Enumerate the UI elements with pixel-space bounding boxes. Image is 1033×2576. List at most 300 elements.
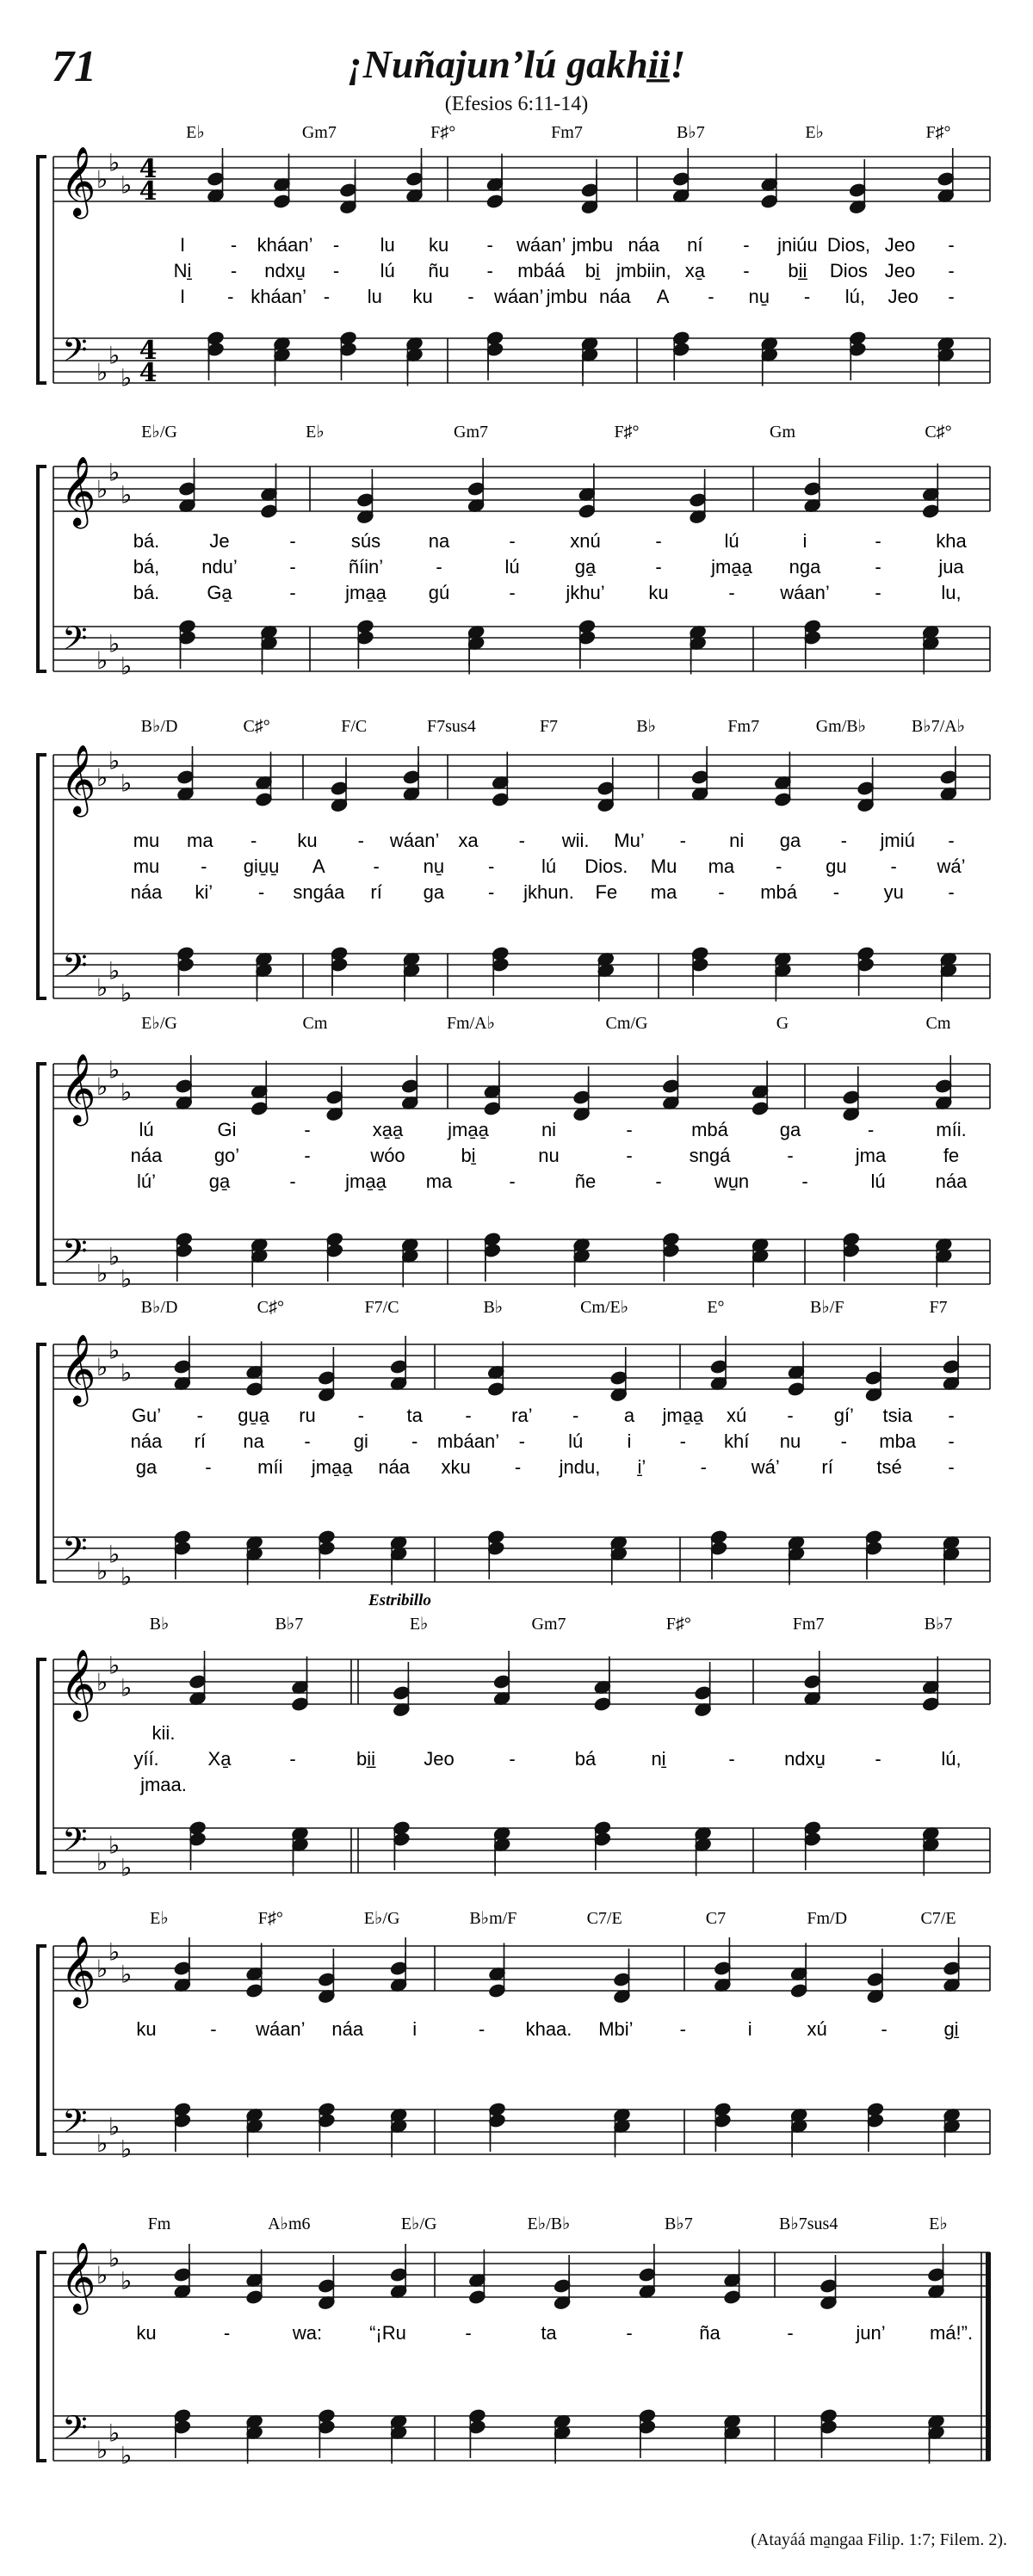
lyric-syllable: náa — [598, 286, 631, 307]
treble-clef-icon: 𝄞 — [60, 455, 96, 526]
lyric-syllable: Fe — [595, 881, 618, 903]
lyric-syllable: ma — [650, 881, 677, 903]
chord-symbol: C♯° — [243, 717, 270, 736]
note-head — [260, 503, 277, 518]
flat-icon: ♭ — [108, 2112, 121, 2141]
flat-icon: ♭ — [96, 2261, 108, 2289]
flat-icon: ♭ — [121, 1562, 133, 1591]
lyric-syllable: ki’ — [195, 881, 213, 903]
chord-symbol: F♯° — [430, 123, 456, 142]
note-head — [672, 330, 690, 345]
note-head — [403, 769, 420, 784]
system-bracket — [38, 2252, 46, 2461]
note-head — [639, 2267, 656, 2282]
flat-icon: ♭ — [121, 1078, 133, 1107]
flat-icon: ♭ — [96, 1955, 108, 1983]
note-head — [339, 330, 356, 345]
lyric-hyphen: - — [679, 2018, 686, 2040]
note-head — [492, 946, 509, 961]
lyric-syllable: jun’ — [856, 2322, 886, 2344]
note-head — [804, 1674, 821, 1689]
note-head — [594, 1696, 611, 1711]
flat-icon: ♭ — [108, 458, 121, 487]
note-head — [467, 481, 485, 496]
note-head — [390, 1359, 407, 1374]
chord-symbol: E♭ — [929, 2215, 948, 2233]
treble-clef-icon: 𝄞 — [60, 744, 96, 814]
chord-symbol: F7sus4 — [427, 717, 476, 736]
lyric-hyphen: - — [948, 286, 955, 307]
chord-symbol: Fm7 — [551, 123, 583, 142]
bass-clef-icon: 𝄢 — [62, 619, 88, 665]
lyric-syllable: kha — [936, 530, 967, 552]
note-head — [401, 1078, 418, 1093]
time-signature: 4 — [139, 176, 158, 207]
scripture-reference: (Efesios 6:11-14) — [444, 93, 589, 115]
lyric-hyphen: - — [572, 1405, 579, 1426]
lyric-syllable: mbáá — [517, 260, 566, 281]
lyric-syllable: wu̱n — [714, 1171, 750, 1192]
lyric-hyphen: - — [509, 530, 516, 552]
lyric-syllable: ni — [729, 830, 745, 851]
note-head — [594, 1820, 611, 1835]
note-head — [174, 1961, 191, 1975]
flat-icon: ♭ — [121, 1960, 133, 1989]
lyric-syllable: wáan’ — [516, 234, 566, 256]
note-head — [610, 1370, 628, 1385]
lyric-syllable: xa — [458, 830, 479, 851]
note-head — [724, 2289, 741, 2304]
lyric-syllable: ku — [412, 286, 433, 307]
bass-clef-icon: 𝄢 — [62, 1232, 88, 1278]
lyric-syllable: i̱’ — [637, 1456, 646, 1478]
flat-icon: ♭ — [96, 973, 108, 1002]
lyric-syllable: má!”. — [929, 2322, 974, 2344]
lyric-syllable: tsia — [882, 1405, 912, 1426]
note-head — [326, 1232, 343, 1246]
lyric-hyphen: - — [948, 881, 955, 903]
note-head — [820, 2408, 837, 2423]
note-head — [484, 1101, 501, 1115]
chord-symbol: C♯° — [925, 423, 952, 442]
flat-icon: ♭ — [108, 1336, 121, 1365]
chord-symbol: E♭ — [409, 1615, 429, 1634]
note-head — [356, 492, 374, 507]
note-head — [207, 171, 224, 186]
flat-icon: ♭ — [121, 979, 133, 1008]
note-head — [639, 2408, 656, 2423]
note-head — [613, 1972, 630, 1986]
chord-symbol: E° — [707, 1298, 725, 1317]
lyric-syllable: tsé — [876, 1456, 902, 1478]
note-head — [251, 1101, 268, 1115]
flat-icon: ♭ — [96, 1259, 108, 1288]
lyric-syllable: I — [179, 286, 186, 307]
lyric-syllable: yíí. — [133, 1748, 159, 1770]
bass-clef-icon: 𝄢 — [62, 1529, 88, 1576]
flat-icon: ♭ — [96, 1848, 108, 1876]
note-head — [255, 792, 272, 806]
chord-symbol: Fm7 — [792, 1615, 825, 1634]
flat-icon: ♭ — [96, 1353, 108, 1381]
lyric-syllable: nu̱ — [748, 286, 770, 307]
chord-symbol: B♭7 — [676, 123, 705, 142]
note-head — [714, 2102, 731, 2116]
lyric-syllable: lú — [504, 556, 520, 578]
note-head — [573, 1090, 591, 1104]
chord-symbol: A♭m6 — [268, 2215, 311, 2233]
lyric-syllable: ga̱ — [574, 556, 597, 578]
lyric-syllable: kháan’ — [257, 234, 313, 256]
flat-icon: ♭ — [96, 358, 108, 386]
lyric-syllable: gú — [428, 582, 450, 603]
lyric-syllable: náa — [331, 2018, 364, 2040]
lyric-syllable: wii. — [561, 830, 590, 851]
note-head — [804, 1820, 821, 1835]
lyric-syllable: rí — [194, 1430, 207, 1452]
lyric-syllable: gi — [353, 1430, 368, 1452]
chord-symbol: B♭ — [636, 717, 657, 736]
lyric-syllable: ku — [429, 234, 449, 256]
note-head — [578, 619, 596, 633]
lyric-hyphen: - — [467, 286, 474, 307]
note-head — [488, 1983, 505, 1998]
note-head — [843, 1090, 860, 1104]
lyric-syllable: ku — [297, 830, 318, 851]
note-head — [189, 1674, 206, 1689]
note-head — [176, 946, 194, 961]
lyric-hyphen: - — [832, 881, 840, 903]
lyric-syllable: i — [627, 1430, 632, 1452]
note-head — [178, 481, 195, 496]
hymn-title: ¡Nuñajun’lú gakhi̱i̱! — [347, 42, 686, 86]
chord-symbol: C7 — [705, 1909, 727, 1928]
lyric-hyphen: - — [875, 582, 881, 603]
note-head — [318, 1972, 335, 1986]
note-head — [405, 171, 423, 186]
lyric-syllable: wa: — [292, 2322, 323, 2344]
lyric-hyphen: - — [514, 1456, 522, 1478]
lyric-hyphen: - — [357, 1405, 364, 1426]
lyric-hyphen: - — [227, 286, 234, 307]
lyric-hyphen: - — [867, 1119, 875, 1140]
lyric-syllable: sngáa — [293, 881, 345, 903]
lyric-syllable: mba — [879, 1430, 917, 1452]
lyric-hyphen: - — [304, 1430, 311, 1452]
lyric-syllable: ra’ — [511, 1405, 533, 1426]
lyric-syllable: ñíin’ — [348, 556, 384, 578]
note-head — [820, 2278, 837, 2293]
lyric-syllable: jua — [938, 556, 964, 578]
lyric-syllable: lú — [870, 1171, 886, 1192]
lyric-hyphen: - — [436, 556, 442, 578]
lyric-syllable: Ga̱ — [207, 582, 232, 603]
lyric-syllable: lu, — [941, 582, 962, 603]
chord-symbol: F7 — [929, 1298, 948, 1317]
lyric-syllable: Ni̱ — [173, 260, 192, 281]
lyric-hyphen: - — [518, 1430, 525, 1452]
note-head — [390, 1961, 407, 1975]
flat-icon: ♭ — [121, 170, 133, 200]
lyric-syllable: ga̱ — [208, 1171, 231, 1192]
lyric-syllable: fe — [943, 1145, 960, 1166]
lyric-syllable: Dios. — [585, 856, 628, 877]
lyric-syllable: wá’ — [937, 856, 966, 877]
lyric-hyphen: - — [679, 830, 686, 851]
lyric-syllable: xku — [441, 1456, 471, 1478]
lyric-syllable: khí — [723, 1430, 750, 1452]
lyric-syllable: jma̱a̱ — [311, 1456, 353, 1478]
lyric-hyphen: - — [465, 1405, 472, 1426]
lyric-syllable: Jeo — [884, 260, 916, 281]
note-head — [326, 1090, 343, 1104]
lyric-syllable: bi̱ — [461, 1145, 476, 1166]
lyric-syllable: xú — [727, 1405, 747, 1426]
flat-icon: ♭ — [121, 769, 133, 798]
chord-symbol: B♭/F — [809, 1298, 844, 1317]
lyric-syllable: ña — [699, 2322, 721, 2344]
lyric-syllable: jniúu — [777, 234, 818, 256]
lyric-hyphen: - — [948, 1405, 955, 1426]
flat-icon: ♭ — [96, 1557, 108, 1585]
chord-symbol: E♭/G — [400, 2215, 437, 2233]
lyric-syllable: kháan’ — [251, 286, 307, 307]
lyric-syllable: ku — [136, 2322, 157, 2344]
note-head — [331, 946, 348, 961]
note-head — [554, 2278, 571, 2293]
chord-symbol: E♭/G — [363, 1909, 400, 1928]
lyric-syllable: mbá — [760, 881, 798, 903]
note-head — [752, 1101, 769, 1115]
flat-icon: ♭ — [96, 475, 108, 503]
flat-icon: ♭ — [108, 1937, 121, 1967]
flat-icon: ♭ — [108, 1242, 121, 1271]
lyric-hyphen: - — [875, 556, 881, 578]
lyric-syllable: gí’ — [833, 1405, 854, 1426]
lyric-syllable: ga — [423, 881, 445, 903]
lyric-hyphen: - — [840, 1430, 847, 1452]
time-signature: 4 — [139, 154, 158, 184]
note-head — [937, 171, 955, 186]
lyric-syllable: jmbiin, — [616, 260, 671, 281]
lyric-syllable: lú — [724, 530, 739, 552]
lyric-syllable: náa — [130, 1145, 163, 1166]
lyric-syllable: kii. — [152, 1722, 176, 1744]
lyric-hyphen: - — [875, 1748, 881, 1770]
lyric-hyphen: - — [509, 1748, 516, 1770]
lyric-syllable: bi̱ — [585, 260, 600, 281]
lyric-hyphen: - — [881, 2018, 888, 2040]
lyric-hyphen: - — [289, 556, 296, 578]
lyric-syllable: wóo — [370, 1145, 405, 1166]
note-head — [339, 182, 356, 197]
chord-symbol: F♯° — [257, 1909, 283, 1928]
chord-symbol: Fm7 — [727, 717, 760, 736]
lyric-syllable: gu — [826, 856, 847, 877]
lyric-hyphen: - — [775, 856, 782, 877]
lyric-syllable: náa — [130, 1430, 163, 1452]
note-head — [867, 2102, 884, 2116]
lyric-hyphen: - — [223, 2322, 231, 2344]
lyric-syllable: xú — [807, 2018, 827, 2040]
treble-clef-icon: 𝄞 — [60, 1333, 96, 1404]
flat-icon: ♭ — [108, 148, 121, 177]
lyric-hyphen: - — [743, 234, 750, 256]
lyric-syllable: nu̱ — [423, 856, 445, 877]
note-head — [691, 769, 708, 784]
note-head — [804, 619, 821, 633]
chord-symbol: Gm/B♭ — [815, 717, 867, 736]
note-head — [662, 1078, 679, 1093]
flat-icon: ♭ — [108, 341, 121, 370]
chord-symbol: G — [776, 1014, 789, 1033]
lyric-hyphen: - — [304, 1145, 311, 1166]
note-head — [578, 503, 596, 518]
lyric-syllable: ndxu̱ — [264, 260, 306, 281]
flat-icon: ♭ — [121, 652, 133, 681]
note-head — [174, 2102, 191, 2116]
chord-symbol: E♭ — [186, 123, 205, 142]
lyric-hyphen: - — [196, 1405, 203, 1426]
note-head — [935, 1078, 952, 1093]
lyric-hyphen: - — [718, 881, 725, 903]
note-head — [174, 1529, 191, 1544]
note-head — [291, 1696, 308, 1711]
lyric-syllable: lú’ — [136, 1171, 157, 1192]
lyric-syllable: I — [179, 234, 186, 256]
bass-clef-icon: 𝄢 — [62, 2102, 88, 2148]
lyric-syllable: ta — [406, 1405, 423, 1426]
system-bracket — [38, 755, 46, 998]
note-head — [804, 481, 821, 496]
bass-clef-icon: 𝄢 — [62, 2408, 88, 2455]
flat-icon: ♭ — [96, 1668, 108, 1696]
flat-icon: ♭ — [96, 763, 108, 792]
section-label: Estribillo — [368, 1591, 431, 1609]
chord-symbol: B♭/D — [140, 1298, 178, 1317]
note-head — [318, 2102, 335, 2116]
lyric-syllable: míi. — [936, 1119, 967, 1140]
note-head — [940, 769, 957, 784]
bass-clef-icon: 𝄢 — [62, 330, 88, 377]
note-head — [318, 2408, 335, 2423]
note-head — [189, 1820, 206, 1835]
lyric-syllable: Mu’ — [614, 830, 645, 851]
lyric-syllable: bi̱i̱ — [788, 260, 807, 281]
lyric-syllable: Dios, — [826, 234, 870, 256]
chord-symbol: Gm7 — [301, 123, 337, 142]
chord-symbol: B♭7/A♭ — [911, 717, 966, 736]
flat-icon: ♭ — [96, 165, 108, 194]
lyric-syllable: rí — [821, 1456, 833, 1478]
lyric-hyphen: - — [728, 582, 735, 603]
note-head — [468, 2289, 486, 2304]
lyric-hyphen: - — [210, 2018, 217, 2040]
lyric-syllable: jmiú — [880, 830, 915, 851]
lyric-syllable: ta — [541, 2322, 557, 2344]
lyric-hyphen: - — [357, 830, 364, 851]
lyric-hyphen: - — [289, 582, 296, 603]
lyric-hyphen: - — [488, 856, 495, 877]
note-head — [393, 1685, 410, 1700]
note-head — [318, 1529, 335, 1544]
flat-icon: ♭ — [96, 2129, 108, 2158]
lyric-syllable: ndu’ — [201, 556, 238, 578]
lyric-syllable: jmaa. — [140, 1774, 187, 1795]
lyric-syllable: jma — [855, 1145, 887, 1166]
lyric-syllable: lú — [541, 856, 557, 877]
flat-icon: ♭ — [108, 2244, 121, 2273]
lyric-syllable: jma̱a̱ — [345, 582, 387, 603]
system-bracket — [38, 1344, 46, 1582]
note-head — [393, 1820, 410, 1835]
lyric-syllable: sús — [350, 530, 381, 552]
flat-icon: ♭ — [108, 1831, 121, 1860]
lyric-syllable: xa̱ — [684, 260, 705, 281]
lyric-syllable: ku — [648, 582, 669, 603]
lyric-syllable: ga — [779, 1119, 801, 1140]
lyric-syllable: náa — [935, 1171, 968, 1192]
chord-symbol: E♭ — [306, 423, 325, 442]
chord-symbol: Cm/E♭ — [580, 1298, 629, 1317]
lyric-hyphen: - — [728, 1748, 735, 1770]
chord-symbol: B♭7 — [664, 2215, 693, 2233]
note-head — [597, 781, 615, 795]
lyric-syllable: i — [802, 530, 807, 552]
flat-icon: ♭ — [96, 2436, 108, 2464]
chord-symbol: F7/C — [364, 1298, 399, 1317]
note-head — [922, 1696, 939, 1711]
lyric-hyphen: - — [411, 1430, 418, 1452]
lyric-syllable: go’ — [213, 1145, 240, 1166]
system-bracket — [38, 1946, 46, 2154]
lyric-syllable: Xa̱ — [207, 1748, 232, 1770]
lyric-syllable: A — [312, 856, 325, 877]
footer-note: (Atayáá ma̱ngaa Filip. 1:7; Filem. 2). — [751, 2530, 1007, 2549]
note-head — [691, 946, 708, 961]
flat-icon: ♭ — [96, 646, 108, 675]
lyric-syllable: khaa. — [525, 2018, 572, 2040]
note-head — [710, 1359, 727, 1374]
lyric-syllable: jmbu — [572, 234, 614, 256]
lyric-syllable: yu — [883, 881, 904, 903]
note-head — [710, 1529, 727, 1544]
lyric-hyphen: - — [948, 1430, 955, 1452]
chord-symbol: C7/E — [920, 1909, 956, 1928]
flat-icon: ♭ — [108, 1055, 121, 1084]
note-head — [207, 330, 224, 345]
note-head — [849, 330, 866, 345]
lyric-hyphen: - — [875, 530, 881, 552]
lyric-hyphen: - — [486, 234, 493, 256]
note-head — [927, 2267, 944, 2282]
note-head — [390, 2267, 407, 2282]
chord-symbol: B♭/D — [140, 717, 178, 736]
lyric-syllable: bá, — [133, 556, 160, 578]
lyric-syllable: sngá — [689, 1145, 731, 1166]
lyric-hyphen: - — [289, 530, 296, 552]
lyric-syllable: Dios — [829, 260, 868, 281]
chord-symbol: C7/E — [586, 1909, 622, 1928]
note-head — [849, 182, 866, 197]
lyric-syllable: Jeo — [424, 1748, 455, 1770]
note-head — [714, 1961, 731, 1975]
note-head — [865, 1529, 882, 1544]
lyric-syllable: jma̱a̱ — [662, 1405, 704, 1426]
lyric-hyphen: - — [948, 830, 955, 851]
chord-symbol: Cm — [925, 1014, 951, 1033]
lyric-syllable: giu̱u̱ — [243, 856, 280, 877]
